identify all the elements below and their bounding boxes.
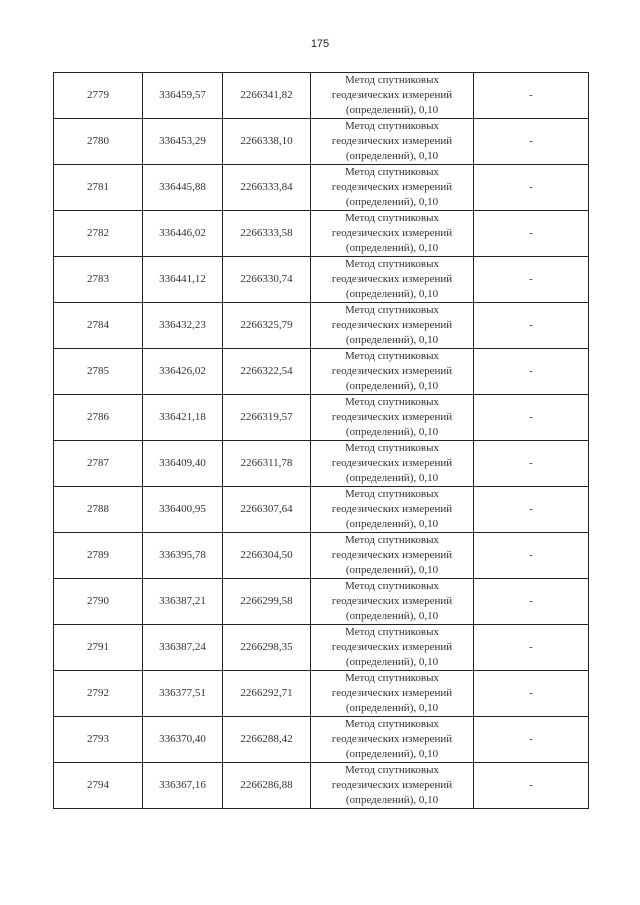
x-coordinate-cell: 336421,18 bbox=[143, 395, 223, 441]
method-line: Метод спутниковых bbox=[345, 764, 439, 776]
method-line: геодезических измерений bbox=[331, 181, 453, 193]
x-coordinate-cell: 336395,78 bbox=[143, 533, 223, 579]
table-row bbox=[54, 671, 589, 717]
method-line: Метод спутниковых bbox=[345, 350, 439, 362]
method-line: геодезических измерений bbox=[331, 227, 453, 239]
note-cell: - bbox=[474, 487, 589, 533]
table-row bbox=[54, 579, 589, 625]
point-id-cell: 2789 bbox=[54, 533, 143, 579]
point-id-cell: 2779 bbox=[54, 73, 143, 119]
point-id-cell: 2790 bbox=[54, 579, 143, 625]
method-line: геодезических измерений bbox=[331, 365, 453, 377]
y-coordinate-cell: 2266288,42 bbox=[223, 717, 311, 763]
method-line: (определений), 0,10 bbox=[345, 196, 439, 208]
point-id-cell: 2785 bbox=[54, 349, 143, 395]
y-coordinate-cell: 2266322,54 bbox=[223, 349, 311, 395]
x-coordinate-cell: 336400,95 bbox=[143, 487, 223, 533]
method-cell bbox=[311, 303, 474, 349]
y-coordinate-cell: 2266341,82 bbox=[223, 73, 311, 119]
point-id-cell: 2794 bbox=[54, 763, 143, 809]
note-cell: - bbox=[474, 73, 589, 119]
x-coordinate-cell: 336387,24 bbox=[143, 625, 223, 671]
method-line: (определений), 0,10 bbox=[345, 748, 439, 760]
point-id-cell: 2792 bbox=[54, 671, 143, 717]
method-line: (определений), 0,10 bbox=[345, 104, 439, 116]
method-cell bbox=[311, 487, 474, 533]
method-line: Метод спутниковых bbox=[345, 488, 439, 500]
method-cell bbox=[311, 717, 474, 763]
x-coordinate-cell: 336377,51 bbox=[143, 671, 223, 717]
method-line: геодезических измерений bbox=[331, 457, 453, 469]
note-cell: - bbox=[474, 763, 589, 809]
point-id-cell: 2780 bbox=[54, 119, 143, 165]
method-line: (определений), 0,10 bbox=[345, 702, 439, 714]
method-line: геодезических измерений bbox=[331, 273, 453, 285]
note-cell: - bbox=[474, 671, 589, 717]
method-line: (определений), 0,10 bbox=[345, 242, 439, 254]
method-line: геодезических измерений bbox=[331, 135, 453, 147]
method-line: Метод спутниковых bbox=[345, 304, 439, 316]
method-line: (определений), 0,10 bbox=[345, 288, 439, 300]
table-row bbox=[54, 395, 589, 441]
note-cell: - bbox=[474, 119, 589, 165]
method-line: Метод спутниковых bbox=[345, 442, 439, 454]
method-cell bbox=[311, 257, 474, 303]
table-row bbox=[54, 119, 589, 165]
x-coordinate-cell: 336387,21 bbox=[143, 579, 223, 625]
note-cell: - bbox=[474, 165, 589, 211]
method-line: (определений), 0,10 bbox=[345, 334, 439, 346]
y-coordinate-cell: 2266299,58 bbox=[223, 579, 311, 625]
method-cell bbox=[311, 625, 474, 671]
x-coordinate-cell: 336432,23 bbox=[143, 303, 223, 349]
method-line: (определений), 0,10 bbox=[345, 150, 439, 162]
point-id-cell: 2788 bbox=[54, 487, 143, 533]
note-cell: - bbox=[474, 533, 589, 579]
method-line: Метод спутниковых bbox=[345, 166, 439, 178]
method-line: Метод спутниковых bbox=[345, 580, 439, 592]
method-line: (определений), 0,10 bbox=[345, 472, 439, 484]
page-number: 175 bbox=[310, 38, 330, 50]
x-coordinate-cell: 336409,40 bbox=[143, 441, 223, 487]
note-cell: - bbox=[474, 395, 589, 441]
method-cell bbox=[311, 671, 474, 717]
table-row bbox=[54, 349, 589, 395]
method-line: геодезических измерений bbox=[331, 733, 453, 745]
x-coordinate-cell: 336426,02 bbox=[143, 349, 223, 395]
note-cell: - bbox=[474, 579, 589, 625]
y-coordinate-cell: 2266307,64 bbox=[223, 487, 311, 533]
method-cell bbox=[311, 119, 474, 165]
x-coordinate-cell: 336459,57 bbox=[143, 73, 223, 119]
method-line: Метод спутниковых bbox=[345, 212, 439, 224]
point-id-cell: 2784 bbox=[54, 303, 143, 349]
table-body bbox=[54, 73, 589, 809]
y-coordinate-cell: 2266304,50 bbox=[223, 533, 311, 579]
method-cell bbox=[311, 349, 474, 395]
note-cell: - bbox=[474, 303, 589, 349]
method-line: геодезических измерений bbox=[331, 595, 453, 607]
x-coordinate-cell: 336367,16 bbox=[143, 763, 223, 809]
method-line: (определений), 0,10 bbox=[345, 564, 439, 576]
method-line: (определений), 0,10 bbox=[345, 518, 439, 530]
method-line: геодезических измерений bbox=[331, 503, 453, 515]
x-coordinate-cell: 336441,12 bbox=[143, 257, 223, 303]
y-coordinate-cell: 2266333,84 bbox=[223, 165, 311, 211]
y-coordinate-cell: 2266333,58 bbox=[223, 211, 311, 257]
x-coordinate-cell: 336453,29 bbox=[143, 119, 223, 165]
x-coordinate-cell: 336446,02 bbox=[143, 211, 223, 257]
point-id-cell: 2786 bbox=[54, 395, 143, 441]
method-line: Метод спутниковых bbox=[345, 120, 439, 132]
y-coordinate-cell: 2266319,57 bbox=[223, 395, 311, 441]
table-row bbox=[54, 211, 589, 257]
method-line: Метод спутниковых bbox=[345, 672, 439, 684]
note-cell: - bbox=[474, 211, 589, 257]
method-line: геодезических измерений bbox=[331, 641, 453, 653]
point-id-cell: 2787 bbox=[54, 441, 143, 487]
method-cell bbox=[311, 441, 474, 487]
y-coordinate-cell: 2266298,35 bbox=[223, 625, 311, 671]
method-line: Метод спутниковых bbox=[345, 74, 439, 86]
point-id-cell: 2782 bbox=[54, 211, 143, 257]
method-line: Метод спутниковых bbox=[345, 718, 439, 730]
method-cell bbox=[311, 395, 474, 441]
method-line: геодезических измерений bbox=[331, 779, 453, 791]
x-coordinate-cell: 336445,88 bbox=[143, 165, 223, 211]
note-cell: - bbox=[474, 349, 589, 395]
table-row bbox=[54, 257, 589, 303]
point-id-cell: 2791 bbox=[54, 625, 143, 671]
y-coordinate-cell: 2266325,79 bbox=[223, 303, 311, 349]
table-row bbox=[54, 533, 589, 579]
y-coordinate-cell: 2266330,74 bbox=[223, 257, 311, 303]
note-cell: - bbox=[474, 441, 589, 487]
table-row bbox=[54, 625, 589, 671]
method-line: (определений), 0,10 bbox=[345, 656, 439, 668]
y-coordinate-cell: 2266338,10 bbox=[223, 119, 311, 165]
method-line: Метод спутниковых bbox=[345, 626, 439, 638]
y-coordinate-cell: 2266311,78 bbox=[223, 441, 311, 487]
table-row bbox=[54, 441, 589, 487]
method-line: (определений), 0,10 bbox=[345, 794, 439, 806]
x-coordinate-cell: 336370,40 bbox=[143, 717, 223, 763]
table-row bbox=[54, 73, 589, 119]
note-cell: - bbox=[474, 625, 589, 671]
method-line: геодезических измерений bbox=[331, 687, 453, 699]
point-id-cell: 2781 bbox=[54, 165, 143, 211]
point-id-cell: 2783 bbox=[54, 257, 143, 303]
method-cell bbox=[311, 73, 474, 119]
y-coordinate-cell: 2266286,88 bbox=[223, 763, 311, 809]
method-line: Метод спутниковых bbox=[345, 396, 439, 408]
note-cell: - bbox=[474, 717, 589, 763]
method-cell bbox=[311, 533, 474, 579]
method-cell bbox=[311, 211, 474, 257]
y-coordinate-cell: 2266292,71 bbox=[223, 671, 311, 717]
coordinates-table bbox=[53, 72, 589, 809]
method-cell bbox=[311, 579, 474, 625]
note-cell: - bbox=[474, 257, 589, 303]
table-row bbox=[54, 303, 589, 349]
method-line: геодезических измерений bbox=[331, 319, 453, 331]
method-cell bbox=[311, 165, 474, 211]
method-line: Метод спутниковых bbox=[345, 258, 439, 270]
table-row bbox=[54, 717, 589, 763]
method-line: Метод спутниковых bbox=[345, 534, 439, 546]
method-line: (определений), 0,10 bbox=[345, 426, 439, 438]
table-row bbox=[54, 487, 589, 533]
method-line: (определений), 0,10 bbox=[345, 380, 439, 392]
method-line: геодезических измерений bbox=[331, 411, 453, 423]
table-row bbox=[54, 763, 589, 809]
table-row bbox=[54, 165, 589, 211]
method-line: (определений), 0,10 bbox=[345, 610, 439, 622]
point-id-cell: 2793 bbox=[54, 717, 143, 763]
method-line: геодезических измерений bbox=[331, 549, 453, 561]
method-cell bbox=[311, 763, 474, 809]
method-line: геодезических измерений bbox=[331, 89, 453, 101]
